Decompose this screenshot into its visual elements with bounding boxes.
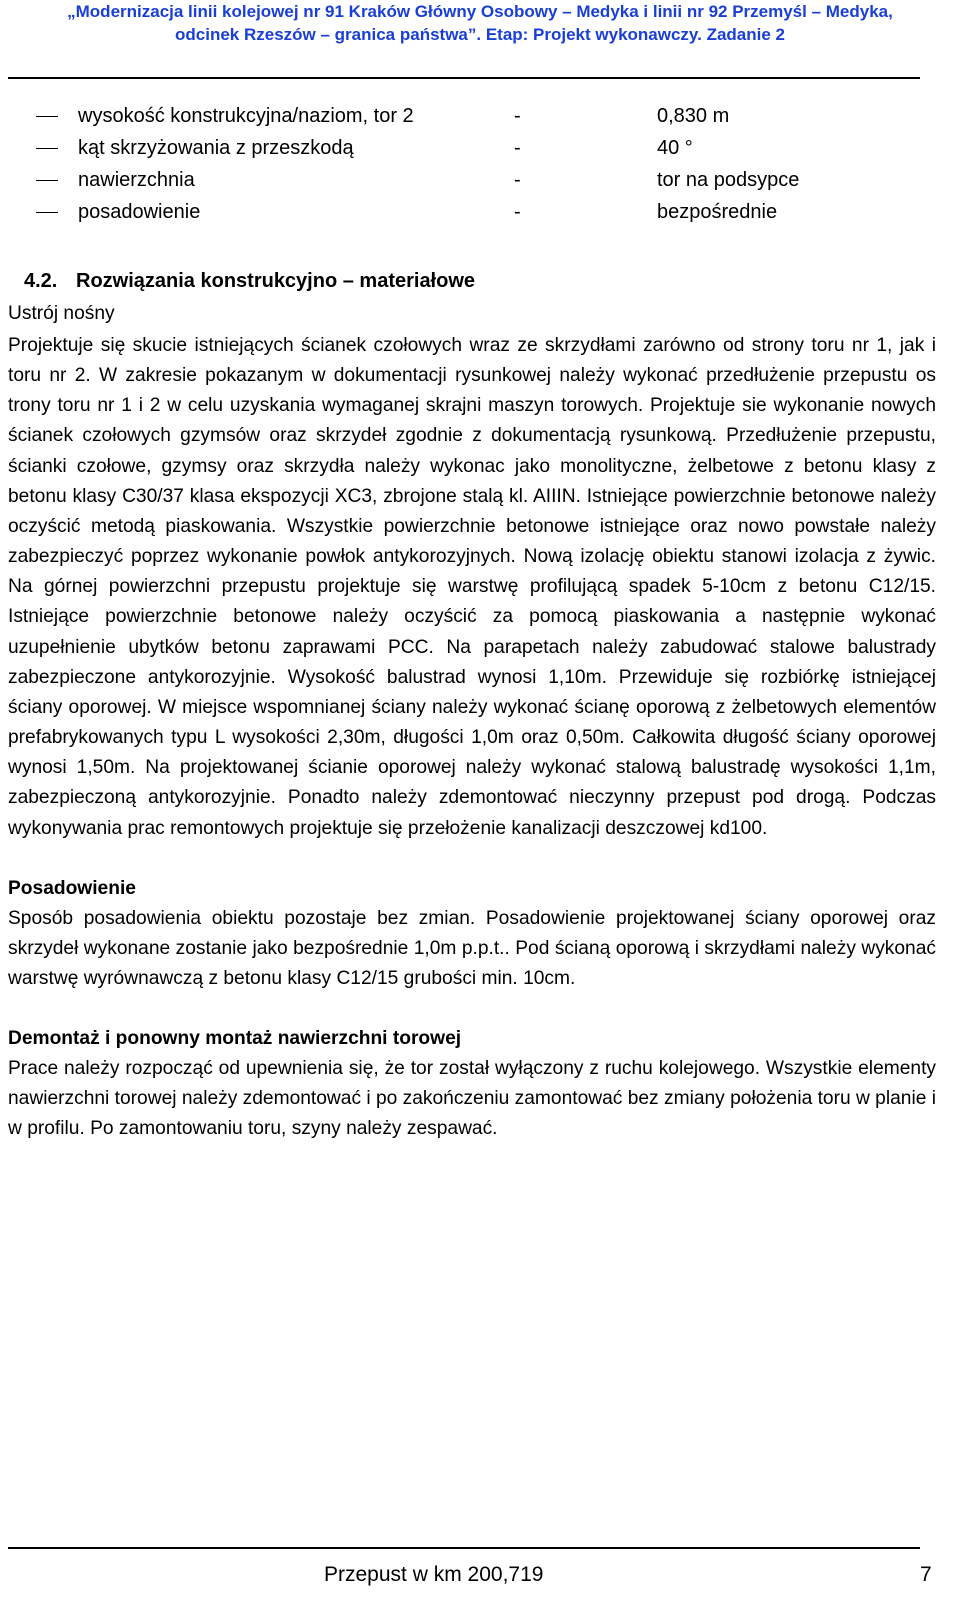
section-title-text: Rozwiązania konstrukcyjno – materiałowe xyxy=(76,270,476,292)
spec-label: kąt skrzyżowania z przeszkodą xyxy=(78,137,354,159)
dash-bullet-icon xyxy=(36,116,58,117)
footer-title: Przepust w km 200,719 xyxy=(324,1563,544,1586)
dash-bullet-icon xyxy=(36,212,58,213)
dash-bullet-icon xyxy=(36,148,58,149)
ustroj-heading: Ustrój nośny xyxy=(8,303,115,324)
spec-value: 0,830 m xyxy=(657,105,730,127)
spacer xyxy=(8,844,936,874)
dash-bullet-icon xyxy=(36,180,58,181)
header-line-1: „Modernizacja linii kolejowej nr 91 Kraków Główny Osobowy – Medyka i linii nr 92 Przemyśl – Medyka, xyxy=(67,2,893,21)
spec-label: nawierzchnia xyxy=(78,169,195,191)
page-header xyxy=(0,0,960,46)
document-body xyxy=(8,263,936,1145)
spec-value: 40 ° xyxy=(657,137,693,159)
posadowienie-heading: Posadowienie xyxy=(8,877,136,899)
spec-label: wysokość konstrukcyjna/naziom, tor 2 xyxy=(78,105,414,127)
ustroj-paragraph: Projektuje się skucie istniejących ścianek czołowych wraz ze skrzydłami zarówno od strony toru nr 1, jak i toru nr 2. W zakresie pokazanym w dokumentacji rysunkowej należy wykonać przedłużenie przepustu os trony toru nr 1 i 2 w celu uzyskania wymaganej skrajni maszyn torowych. Projektuje sie wykonanie nowych ścianek czołowych gzymsów oraz skrzydeł zgodnie z dokumentacją rysunkową. Przedłużenie przepustu, ścianki czołowe, gzymsy oraz skrzydła należy wykonac jako monolityczne, żelbetowe z betonu klasy z betonu klasy C30/37 klasa ekspozycji XC3, zbrojone stalą kl. AIIIN. Istniejące powierzchnie betonowe należy oczyścić metodą piaskowania. Wszystkie powierzchnie betonowe istniejące oraz nowo powstałe należy zabezpieczyć poprzez wykonanie powłok antykorozyjnych. Nową izolację obiektu stanowi izolacja z żywic. Na górnej powierzchni przepustu projektuje się warstwę profilującą spadek 5-10cm z betonu C12/15. Istniejące powierzchnie betonowe należy oczyścić za pomocą piaskowania a następnie wykonać uzupełnienie ubytków betonu zaprawami PCC. Na parapetach należy zabudować stalowe balustrady zabezpieczone antykorozyjnie. Wysokość balustrad wynosi 1,10m. Przewiduje się rozbiórkę istniejącej ściany oporowej. W miejsce wspomnianej ściany należy wykonać ścianę oporową z żelbetowych elementów prefabrykowanych typu L wysokości 2,30m, długości 1,0m oraz 0,50m. Całkowita długość ściany oporowej wynosi 1,50m. Na projektowanej ścianie oporowej należy wykonać stalową balustradę wysokości 1,1m, zabezpieczoną antykorozyjnie. Ponadto należy zdemontować nieczynny przepust pod drogą. Podczas wykonywania prac remontowych projektuje się przełożenie kanalizacji deszczowej kd100. xyxy=(8,335,936,839)
spec-separator: - xyxy=(514,169,521,191)
spec-separator: - xyxy=(514,201,521,223)
header-divider xyxy=(8,77,920,79)
demontaz-heading: Demontaż i ponowny montaż nawierzchni torowej xyxy=(8,1028,462,1050)
spacer xyxy=(8,994,936,1024)
spec-label: posadowienie xyxy=(78,201,201,223)
posadowienie-paragraph: Sposób posadowienia obiektu pozostaje bez zmian. Posadowienie projektowanej ściany oporowej oraz skrzydeł wykonane zostanie jako bezpośrednie 1,0m p.p.t.. Pod ścianą oporową i skrzydłami należy wykonać warstwę wyrównawczą z betonu klasy C12/15 grubości min. 10cm. xyxy=(8,907,936,989)
section-number: 4.2. xyxy=(24,270,58,292)
spec-value: bezpośrednie xyxy=(657,201,778,223)
spec-separator: - xyxy=(514,105,521,127)
demontaz-paragraph: Prace należy rozpocząć od upewnienia się, że tor został wyłączony z ruchu kolejowego. Wszystkie elementy nawierzchni torowej należy zdemontować i po zakończeniu zamontować bez zmiany położenia toru w planie i w profilu. Po zamontowaniu toru, szyny należy zespawać. xyxy=(8,1058,936,1140)
page-number: 7 xyxy=(920,1563,932,1586)
spec-value: tor na podsypce xyxy=(657,169,800,191)
section-title xyxy=(8,263,936,299)
header-line-2: odcinek Rzeszów – granica państwa”. Etap: Projekt wykonawczy. Zadanie 2 xyxy=(175,25,785,44)
footer-divider xyxy=(8,1547,920,1549)
spec-separator: - xyxy=(514,137,521,159)
